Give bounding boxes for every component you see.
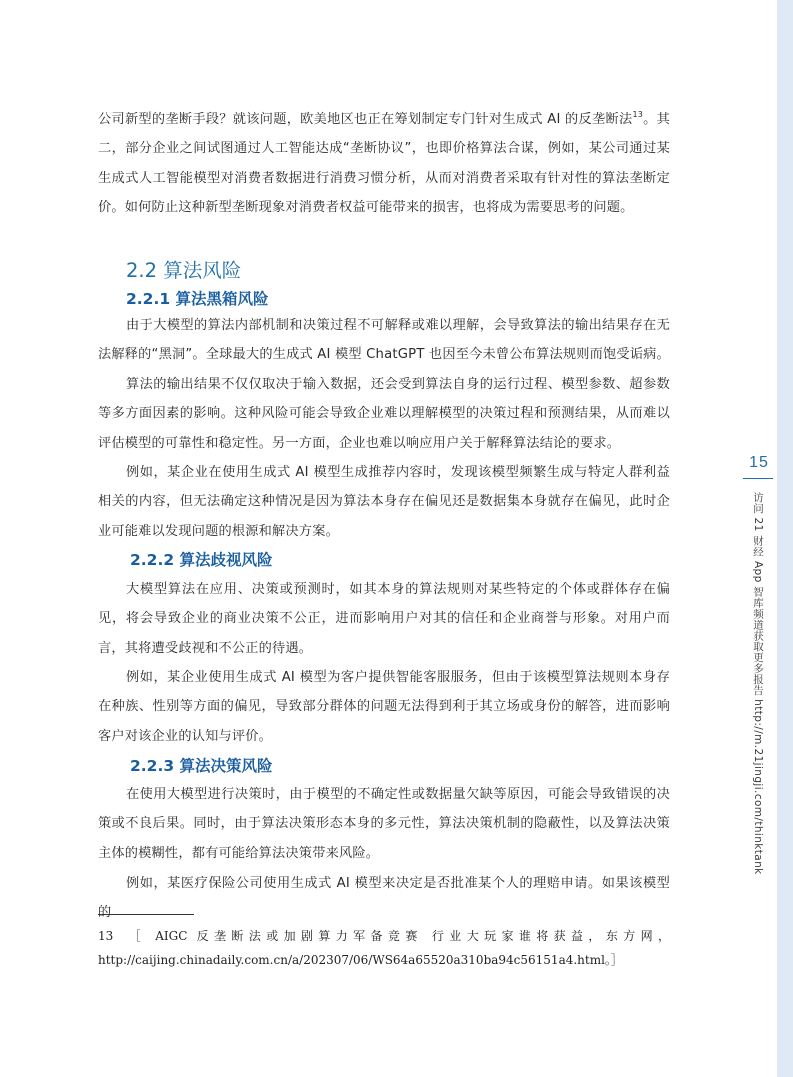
sidebar-vertical-link[interactable]: 访问 21 财经 App 智库频道获取更多报告 http://m.21jingji.com/thinktank — [752, 492, 764, 875]
paragraph-black-box-1: 由于大模型的算法内部机制和决策过程不可解释或难以理解，会导致算法的输出结果存在无法解释的“黑洞”。全球最大的生成式 AI 模型 ChatGPT 也因至今未曾公布算法规则而饱受诟病。 — [98, 318, 670, 363]
paragraph-discrimination-example: 例如，某企业使用生成式 AI 模型为客户提供智能客服服务，但由于该模型算法规则本身存在种族、性别等方面的偏见，导致部分群体的问题无法得到利于其立场或身份的解答，进而影响客户对该企业的认知与评价。 — [98, 670, 670, 744]
paragraph-black-box-example: 例如，某企业在使用生成式 AI 模型生成推荐内容时，发现该模型频繁生成与特定人群利益相关的内容，但无法确定这种情况是因为算法本身存在偏见还是数据集本身就存在偏见，此时企业可能难以发现问题的根源和解决方案。 — [98, 465, 670, 539]
subsection-heading-black-box: 2.2.1 算法黑箱风险 — [126, 290, 269, 308]
paragraph-text: 。其二，部分企业之间试图通过人工智能达成“垄断协议”，也即价格算法合谋，例如，某公司通过某生成式人工智能模型对消费者数据进行消费习惯分析，从而对消费者采取有针对性的算法垄断定价。如何防止这种新型垄断现象对消费者权益可能带来的损害，也将成为需要思考的问题。 — [98, 112, 670, 216]
subsection-heading-decision: 2.2.3 算法决策风险 — [130, 757, 273, 775]
page-number: 15 — [749, 454, 769, 471]
footnote-number: 13 — [98, 929, 114, 943]
side-color-bar — [777, 0, 793, 1077]
paragraph-decision-example: 例如，某医疗保险公司使用生成式 AI 模型来决定是否批准某个人的理赔申请。如果该模型的 — [98, 876, 670, 921]
page-number-underline — [743, 478, 773, 479]
subsection-heading-discrimination: 2.2.2 算法歧视风险 — [130, 551, 273, 569]
paragraph-text: 公司新型的垄断手段？就该问题，欧美地区也正在筹划制定专门针对生成式 AI 的反垄断法 — [98, 112, 633, 127]
paragraph-black-box-2: 算法的输出结果不仅仅取决于输入数据，还会受到算法自身的运行过程、模型参数、超参数等多方面因素的影响。这种风险可能会导致企业难以理解模型的决策过程和预测结果，从而难以评估模型的可靠性和稳定性。另一方面，企业也难以响应用户关于解释算法结论的要求。 — [98, 377, 670, 451]
footnote-divider — [98, 914, 194, 915]
section-heading-algorithm-risk: 2.2 算法风险 — [126, 259, 242, 282]
paragraph-intro-continuation — [98, 105, 670, 223]
footnote — [98, 924, 670, 972]
footnote-reference[interactable]: 13 — [632, 110, 644, 119]
paragraph-discrimination-1: 大模型算法在应用、决策或预测时，如其本身的算法规则对某些特定的个体或群体存在偏见，将会导致企业的商业决策不公正，进而影响用户对其的信任和企业商誉与形象。对用户而言，其将遭受歧视和不公正的待遇。 — [98, 582, 670, 656]
footnote-text[interactable]: ［ AIGC 反垄断法或加剧算力军备竞赛 行业大玩家谁将获益，东方网，http://caijing.chinadaily.com.cn/a/202307/06/WS64a65520a310ba94c56151a4.html。］ — [98, 929, 670, 967]
paragraph-decision-1: 在使用大模型进行决策时，由于模型的不确定性或数据量欠缺等原因，可能会导致错误的决策或不良后果。同时，由于算法决策形态本身的多元性，算法决策机制的隐蔽性，以及算法决策主体的模糊性，都有可能给算法决策带来风险。 — [98, 787, 670, 861]
